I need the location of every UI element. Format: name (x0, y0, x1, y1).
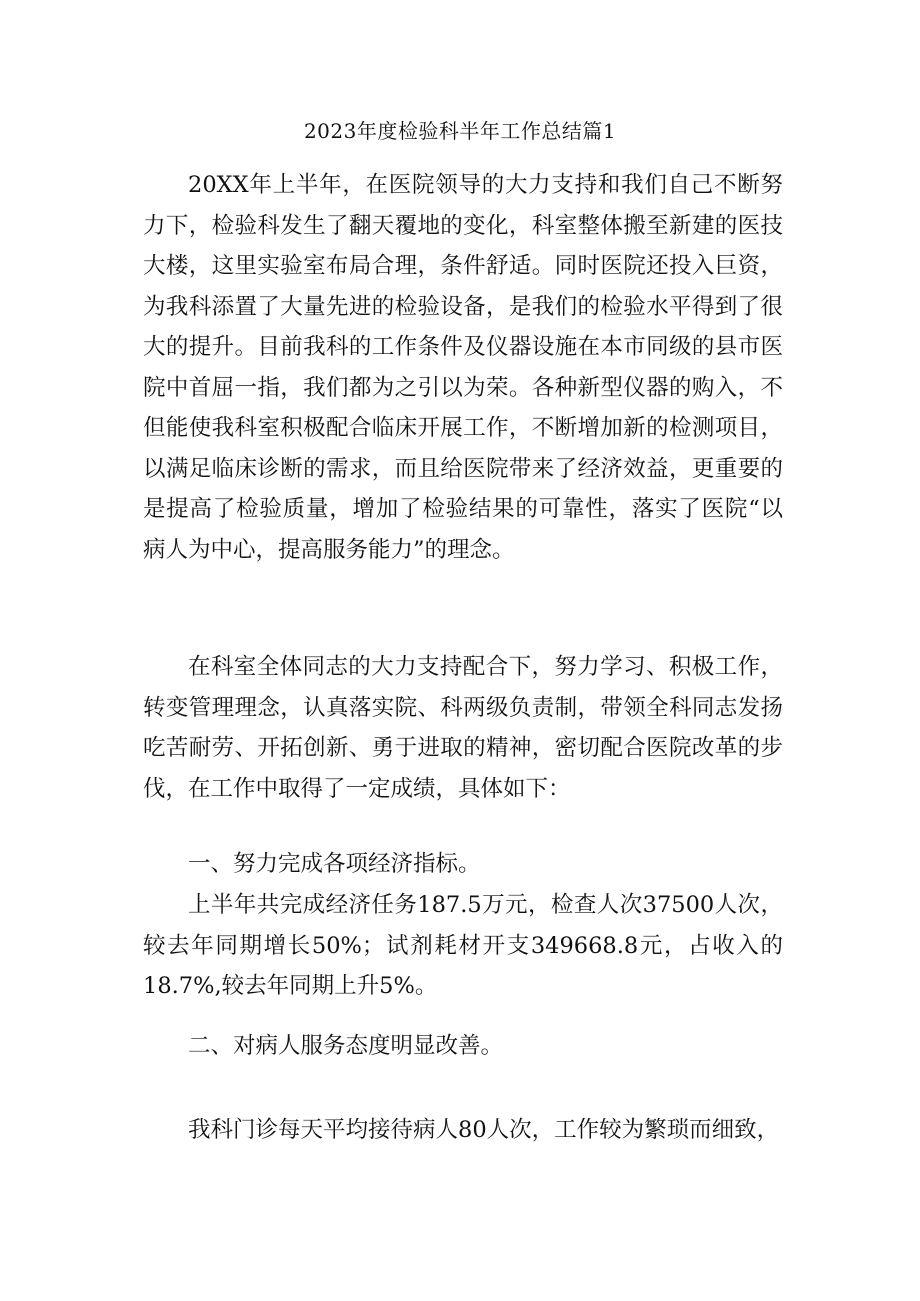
paragraph-economic: 上半年共完成经济任务187.5万元，检查人次37500人次，较去年同期增长50%；试剂耗材开支349668.8元，占收入的18.7%,较去年同期上升5%。 (143, 892, 783, 999)
section-heading-economic: 一、努力完成各项经济指标。 (188, 851, 481, 877)
paragraph-intro: 20XX年上半年，在医院领导的大力支持和我们自己不断努力下，检验科发生了翻天覆地的变化，科室整体搬至新建的医技大楼，这里实验室布局合理，条件舒适。同时医院还投入巨资，为我科添置了大量先进的检验设备，是我们的检验水平得到了很大的提升。目前我科的工作条件及仪器设施在本市同级的县市医院中首屈一指，我们都为之引以为荣。各种新型仪器的购入，不但能使我科室积极配合临床开展工作，不断增加新的检测项目，以满足临床诊断的需求，而且给医院带来了经济效益，更重要的是提高了检验质量，增加了检验结果的可靠性，落实了医院“以病人为中心，提高服务能力”的理念。 (143, 172, 783, 563)
paragraph-achievements: 在科室全体同志的大力支持配合下，努力学习、积极工作，转变管理理念，认真落实院、科两级负责制，带领全科同志发扬吃苦耐劳、开拓创新、勇于进取的精神，密切配合医院改革的步伐，在工作中取得了一定成绩，具体如下： (143, 654, 783, 802)
paragraph-service: 我科门诊每天平均接待病人80人次，工作较为繁琐而细致， (188, 1117, 780, 1143)
section-heading-service: 二、对病人服务态度明显改善。 (188, 1033, 504, 1059)
document-title: 2023年度检验科半年工作总结篇1 (303, 119, 617, 143)
